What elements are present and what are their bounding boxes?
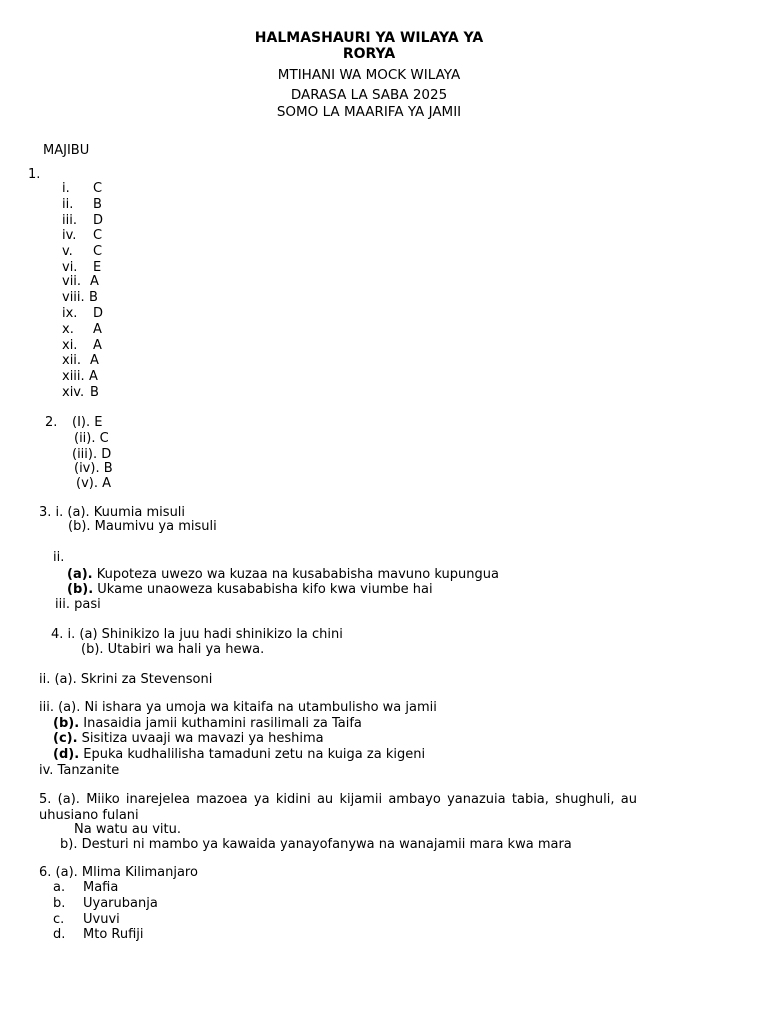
q2-number: 2. [45,415,58,430]
q1-item-roman: iii. [62,213,77,228]
q1-item-answer: A [93,322,102,337]
q3-line1: 3. i. (a). Kuumia misuli [39,505,186,520]
q1-item-roman: xi. [62,338,78,353]
q1-item-answer: C [93,181,103,196]
q2-item: (ii). C [74,431,109,446]
q4-ii: ii. (a). Skrini za Stevensoni [39,672,213,687]
q5-a-continued: Na watu au vitu. [74,822,182,837]
q6-line1: 6. (a). Mlima Kilimanjaro [39,865,198,880]
header-title-line1: HALMASHAURI YA WILAYA YA [254,30,484,46]
header-title-line2: RORYA [342,46,396,62]
q1-item-roman: xiii. [62,369,85,384]
header-exam: MTIHANI WA MOCK WILAYA [277,67,461,83]
q1-item-answer: B [90,385,99,400]
q1-item-answer: A [89,369,98,384]
q1-item-roman: ix. [62,306,78,321]
q4-iii-c-text: Sisitiza uvaaji wa mavazi ya heshima [81,731,324,746]
q4-iii-d-text: Epuka kudhalilisha tamaduni zetu na kuiga za kigeni [83,747,426,762]
q6-item-text: Uvuvi [83,912,120,927]
q1-item-answer: A [93,338,102,353]
q6-item-text: Mto Rufiji [83,927,144,942]
q3-line2: (b). Maumivu ya misuli [68,519,217,534]
q2-item: (v). A [76,476,111,491]
q5-b: b). Desturi ni mambo ya kawaida yanayofanywa na wanajamii mara kwa mara [60,837,572,852]
q1-item-answer: B [89,290,98,305]
q4-iii-b-label: (b). [53,716,80,731]
q6-item-text: Mafia [83,880,119,895]
q1-item-answer: D [93,213,104,228]
q6-item-text: Uyarubanja [83,896,158,911]
q1-item-answer: A [90,353,99,368]
header-subject: SOMO LA MAARIFA YA JAMII [276,104,462,120]
q6-item-letter: b. [53,896,66,911]
q3-ii-a [67,567,499,583]
q3-ii-label: ii. [53,550,65,565]
majibu-label: MAJIBU [43,143,90,158]
q4-iii-b-text: Inasaidia jamii kuthamini rasilimali za Taifa [83,716,362,731]
q1-item-roman: vi. [62,260,78,275]
q1-number: 1. [28,167,41,182]
header-class-year: DARASA LA SABA 2025 [290,87,448,103]
q4-iii-d [53,747,425,763]
q1-item-roman: v. [62,244,73,259]
q1-item-roman: i. [62,181,70,196]
q4-iii-b [53,716,362,732]
q4-iii-d-label: (d). [53,747,80,762]
q1-item-roman: ii. [62,197,74,212]
q2-item: (iv). B [74,461,113,476]
q4-line2: (b). Utabiri wa hali ya hewa. [81,642,265,657]
q1-item-roman: vii. [62,274,82,289]
q1-item-answer: A [90,274,99,289]
q2-item: (iii). D [72,447,112,462]
q1-item-roman: x. [62,322,74,337]
q3-ii-a-label: (a). [67,567,93,582]
q1-item-roman: xii. [62,353,82,368]
q4-iii-c [53,731,324,747]
q3-ii-b-label: (b). [67,582,94,597]
q4-line1: 4. i. (a) Shinikizo la juu hadi shinikizo la chini [51,627,343,642]
q3-ii-a-text: Kupoteza uwezo wa kuzaa na kusababisha mavuno kupungua [96,567,499,582]
q1-item-roman: xiv. [62,385,85,400]
q5-a: 5. (a). Miiko inarejelea mazoea ya kidini au kijamii ambayo yanazuia tabia, shughuli, au uhusiano fulani [39,792,637,823]
q4-iii-c-label: (c). [53,731,78,746]
q1-item-roman: viii. [62,290,85,305]
q4-iii-a: iii. (a). Ni ishara ya umoja wa kitaifa na utambulisho wa jamii [39,700,437,715]
q1-item-answer: B [93,197,102,212]
q4-iv: iv. Tanzanite [39,763,120,778]
q6-item-letter: a. [53,880,66,895]
q6-item-letter: d. [53,927,66,942]
q6-item-letter: c. [53,912,65,927]
q1-item-answer: D [93,306,104,321]
q1-item-roman: iv. [62,228,77,243]
q3-iii: iii. pasi [55,597,101,612]
q3-ii-b-text: Ukame unaoweza kusababisha kifo kwa viumbe hai [97,582,433,597]
q2-item: (I). E [72,415,103,430]
q1-item-answer: C [93,228,103,243]
q1-item-answer: C [93,244,103,259]
q3-ii-b [67,582,433,598]
q1-item-answer: E [93,260,102,275]
